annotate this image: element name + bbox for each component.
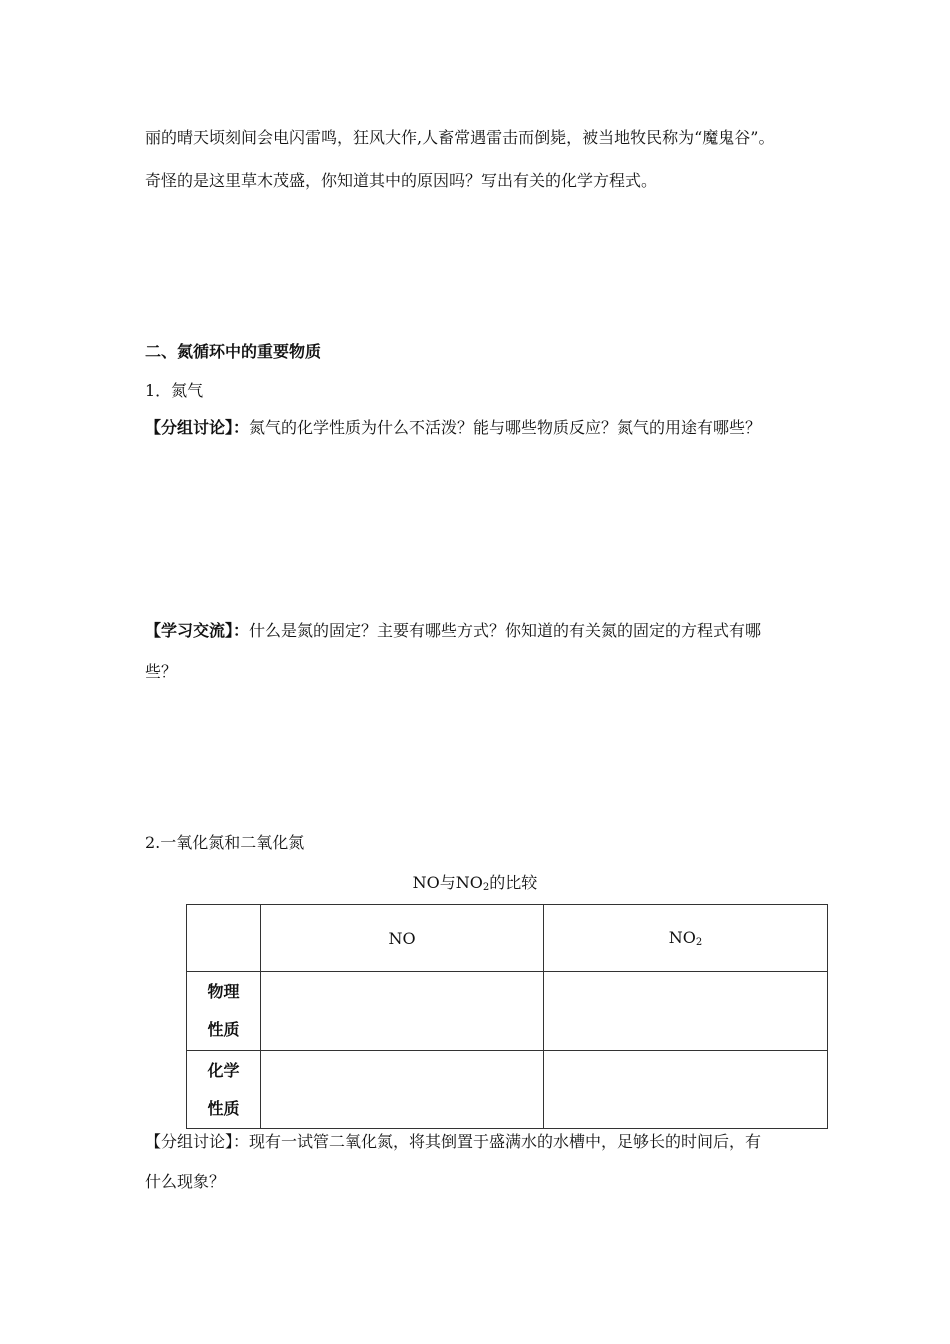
- discussion-2-tag: 【分组讨论】：: [145, 1132, 250, 1151]
- table-header-row: [187, 905, 828, 972]
- discussion-1-tag: 【分组讨论】：: [145, 418, 250, 437]
- table-caption: NO与$NO_2$的比较: [412, 873, 538, 893]
- item-2-title: 2.一氧化氮和二氧化氮: [145, 833, 305, 852]
- exchange-text: 什么是氮的固定？主要有哪些方式？你知道的有关氮的固定的方程式有哪: [249, 621, 762, 640]
- comparison-table: [186, 904, 828, 1129]
- intro-line-2: 奇怪的是这里草木茂盛，你知道其中的原因吗？写出有关的化学方程式。: [145, 171, 658, 190]
- cell-no-chemical: [261, 1051, 544, 1129]
- item-1-title: 1．氮气: [145, 381, 204, 400]
- discussion-2-text-cont: 什么现象？: [145, 1172, 226, 1191]
- exchange: [145, 621, 761, 641]
- cell-no-physical: [261, 972, 544, 1051]
- intro-line-1: 丽的晴天顷刻间会电闪雷鸣，狂风大作,人畜常遇雷击而倒毙，被当地牧民称为“魔鬼谷”。: [145, 128, 775, 147]
- table-row-physical: [187, 972, 828, 1051]
- discussion-2-text: 现有一试管二氧化氮，将其倒置于盛满水的水槽中，足够长的时间后，有: [249, 1132, 762, 1151]
- discussion-2: [145, 1132, 761, 1152]
- discussion-1: [145, 418, 761, 438]
- exchange-tag: 【学习交流】：: [145, 621, 250, 640]
- discussion-1-text: 氮气的化学性质为什么不活泼？能与哪些物质反应？氮气的用途有哪些？: [249, 418, 762, 437]
- header-no: NO: [261, 905, 544, 972]
- section-heading: 二、氮循环中的重要物质: [145, 342, 322, 361]
- table-corner-cell: [187, 905, 261, 972]
- cell-no2-physical: [544, 972, 828, 1051]
- cell-no2-chemical: [544, 1051, 828, 1129]
- exchange-text-cont: 些？: [145, 662, 178, 681]
- row-label-chemical: 化学性质: [187, 1051, 261, 1129]
- header-no2: $NO_2$: [544, 905, 828, 972]
- table-row-chemical: [187, 1051, 828, 1129]
- row-label-physical: 物理性质: [187, 972, 261, 1051]
